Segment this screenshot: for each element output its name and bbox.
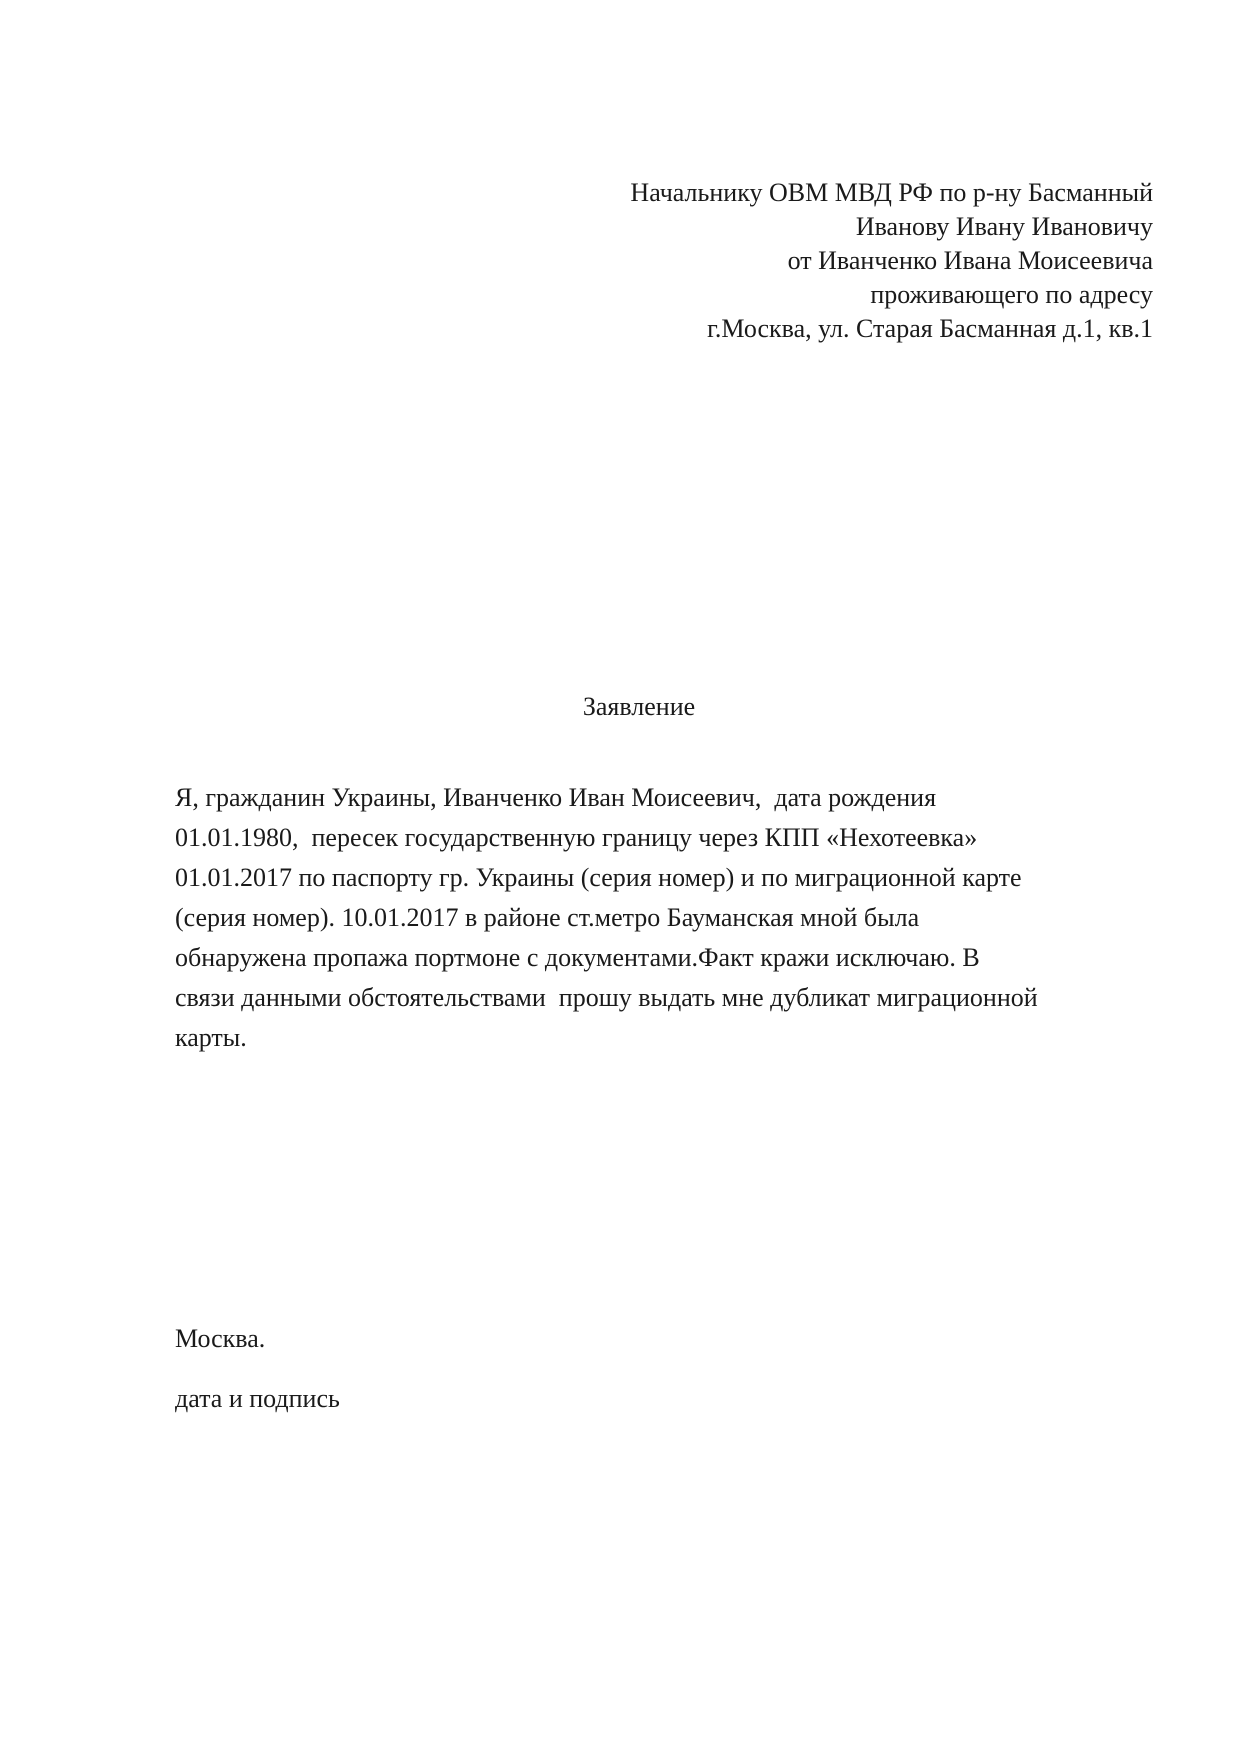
body-line: 01.01.2017 по паспорту гр. Украины (серия номер) и по миграционной карте bbox=[175, 863, 1022, 892]
body-line: Я, гражданин Украины, Иванченко Иван Моисеевич, дата рождения bbox=[175, 783, 937, 812]
body-line: карты. bbox=[175, 1023, 247, 1052]
body-line: связи данными обстоятельствами прошу выдать мне дубликат миграционной bbox=[175, 983, 1038, 1012]
addressee-line-recipient-name: Иванову Ивану Ивановичу bbox=[855, 212, 1153, 241]
body-line: обнаружена пропажа портмоне с документами.Факт кражи исключаю. В bbox=[175, 943, 980, 972]
addressee-line-recipient-office: Начальнику ОВМ МВД РФ по р-ну Басманный bbox=[630, 178, 1153, 207]
addressee-block bbox=[630, 176, 1153, 346]
body-line: (серия номер). 10.01.2017 в районе ст.метро Бауманская мной была bbox=[175, 903, 920, 932]
city-label: Москва. bbox=[175, 1324, 266, 1353]
statement-body bbox=[175, 778, 1038, 1058]
addressee-line-sender-name: от Иванченко Ивана Моисеевича bbox=[787, 246, 1153, 275]
date-and-signature-label: дата и подпись bbox=[175, 1384, 340, 1413]
addressee-line-residence-label: проживающего по адресу bbox=[870, 280, 1153, 309]
addressee-line-address: г.Москва, ул. Старая Басманная д.1, кв.1 bbox=[707, 314, 1153, 343]
body-line: 01.01.1980, пересек государственную границу через КПП «Нехотеевка» bbox=[175, 823, 978, 852]
document-title: Заявление bbox=[582, 692, 696, 721]
